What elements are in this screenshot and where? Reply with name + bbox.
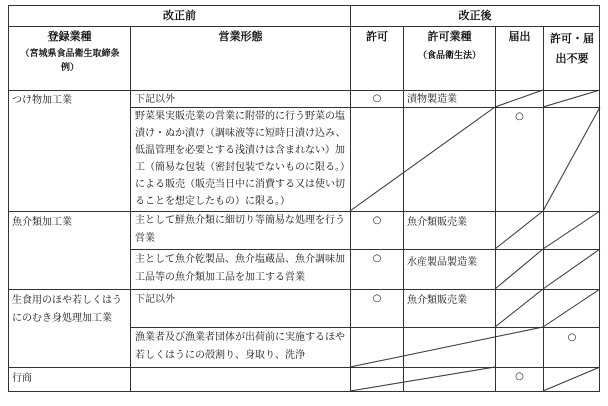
seafood-license-type-1: 魚介類販売業 [407, 217, 467, 228]
seasquirt-not-required-mark: ○ [567, 332, 577, 343]
header-license-type: 許可業種 [427, 30, 472, 43]
pickles-form-1: 下記以外 [135, 94, 175, 105]
category-seasquirt: 生食用のほや若しくはうにのむき身処理加工業 [12, 295, 122, 324]
pickles-notification-mark: ○ [515, 111, 524, 122]
header-category: 登録業種 [47, 30, 92, 43]
header-license: 許可 [366, 30, 388, 43]
pickles-license-type: 漬物製造業 [407, 94, 457, 105]
header-not-required: 許可・届出不要 [550, 32, 594, 65]
header-before: 改正前 [163, 9, 196, 22]
seasquirt-form-1: 下記以外 [135, 294, 175, 305]
header-business-form: 営業形態 [218, 30, 263, 43]
seafood-form-1: 主として鮮魚介類に細切り等簡易な処理を行う営業 [135, 215, 345, 244]
category-peddler: 行商 [12, 373, 32, 384]
pickles-form-2: 野菜果実販売業の営業に附帯的に行う野菜の塩漬け・ぬか漬け（調味液等に短時日漬け込み、低温管理を必要とする浅漬けは含まれない）加工（簡易な包装（密封包装でないものに限る。）による販売（販売当日中に消費する又は使い切ることを想定したもの）に限る。） [135, 111, 346, 207]
seafood-license-type-2: 水産製品製造業 [407, 257, 477, 268]
pickles-license-mark: ○ [372, 93, 382, 104]
header-after: 改正後 [458, 9, 492, 22]
seafood-license-mark-1: ○ [372, 215, 382, 226]
header-category-note: （宮城県食品衛生取締条例） [20, 49, 120, 73]
header-license-type-note: （食品衛生法） [417, 51, 481, 61]
seasquirt-license-type: 魚介類販売業 [407, 295, 467, 306]
seasquirt-form-2: 漁業者及び漁業者団体が出荷前に実施するほや若しくはうにの殻割り、身取り、洗浄 [135, 332, 345, 361]
header-notification: 届出 [508, 30, 531, 43]
seafood-license-mark-2: ○ [372, 253, 382, 264]
category-pickles: つけ物加工業 [12, 95, 72, 106]
category-seafood: 魚介類加工業 [12, 217, 72, 228]
peddler-notification-mark: ○ [515, 371, 524, 382]
seafood-form-2: 主として魚介乾製品、魚介塩蔵品、魚介調味加工品等の魚介類加工品を加工する営業 [135, 254, 345, 283]
seasquirt-license-mark: ○ [372, 293, 382, 304]
